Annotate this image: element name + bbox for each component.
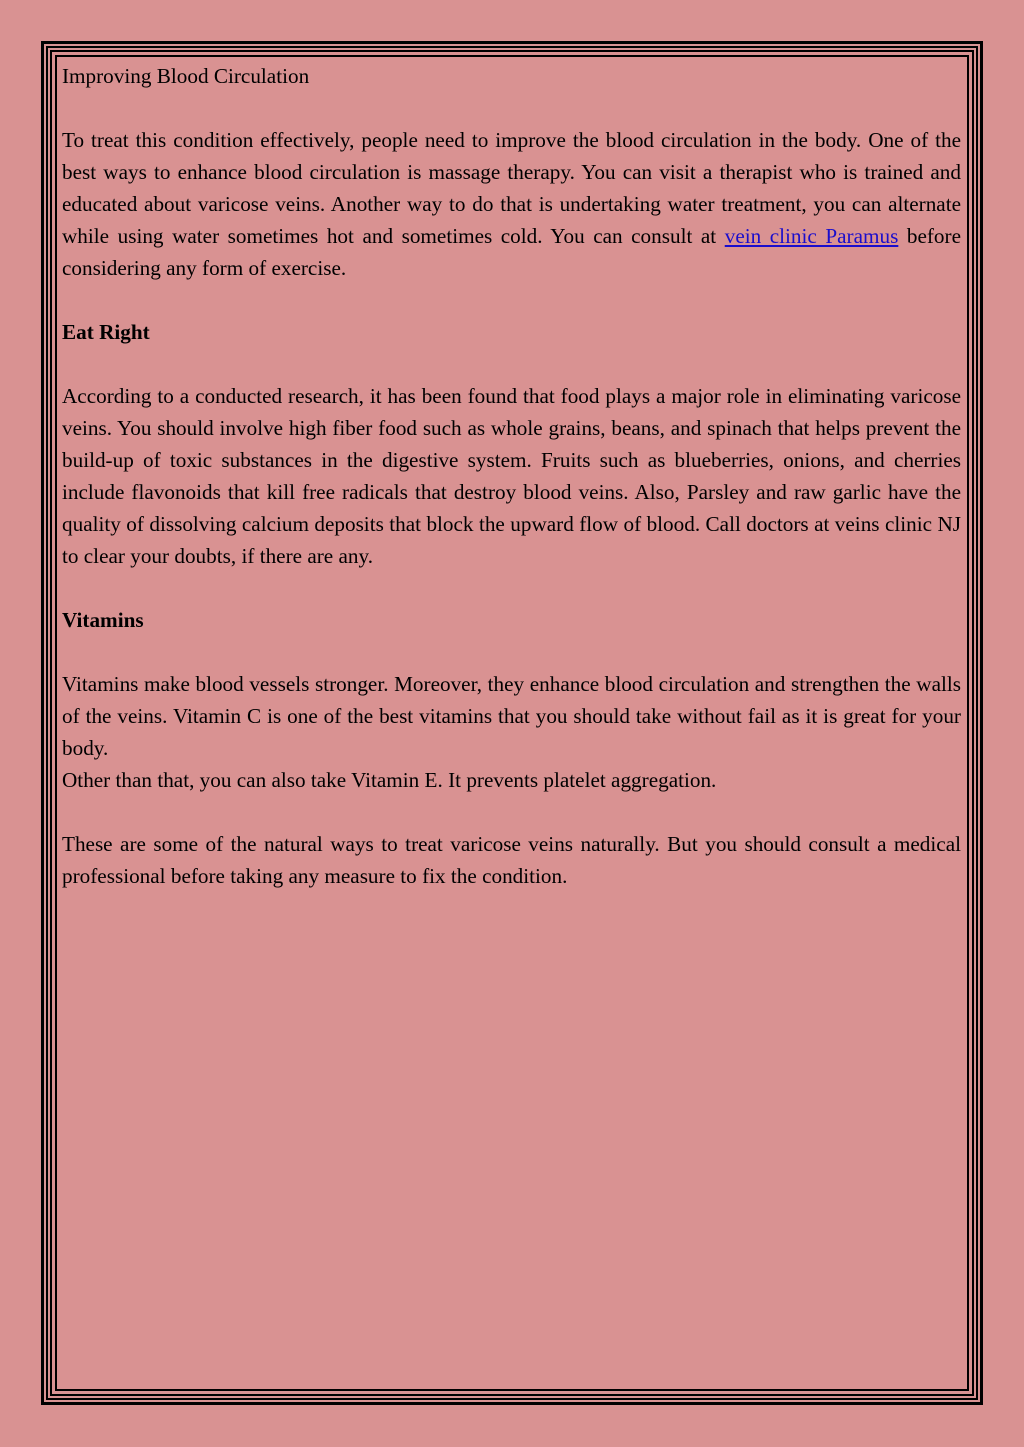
vein-clinic-paramus-link[interactable]: vein clinic Paramus <box>724 224 899 248</box>
intro-paragraph <box>62 124 961 284</box>
vitamins-paragraph-second: Other than that, you can also take Vitamin E. It prevents platelet aggregation. <box>62 768 717 792</box>
document-title: Improving Blood Circulation <box>62 64 310 88</box>
section-heading-eat-right: Eat Right <box>62 320 150 344</box>
intro-text-after-link: before considering any form of exercise. <box>62 224 961 280</box>
vitamins-paragraph: Vitamins make blood vessels stronger. Moreover, they enhance blood circulation and strengthen the walls of the veins. Vitamin C is one of the best vitamins that you should take without fail as it is great for your body. <box>62 672 961 760</box>
closing-paragraph: These are some of the natural ways to treat varicose veins naturally. But you should consult a medical professional before taking any measure to fix the condition. <box>62 832 961 888</box>
document-body <box>62 60 961 924</box>
eat-right-paragraph: According to a conducted research, it has been found that food plays a major role in eliminating varicose veins. You should involve high fiber food such as whole grains, beans, and spinach that helps prevent the build-up of toxic substances in the digestive system. Fruits such as blueberries, onions, and cherries include flavonoids that kill free radicals that destroy blood veins. Also, Parsley and raw garlic have the quality of dissolving calcium deposits that block the upward flow of blood. Call doctors at veins clinic NJ to clear your doubts, if there are any. <box>62 384 961 568</box>
intro-text-before-link: To treat this condition effectively, people need to improve the blood circulation in the body. One of the best ways to enhance blood circulation is massage therapy. You can visit a therapist who is trained and educated about varicose veins. Another way to do that is undertaking water treatment, you can alternate while using water sometimes hot and sometimes cold. You can consult at <box>62 128 961 248</box>
section-heading-vitamins: Vitamins <box>62 608 144 632</box>
